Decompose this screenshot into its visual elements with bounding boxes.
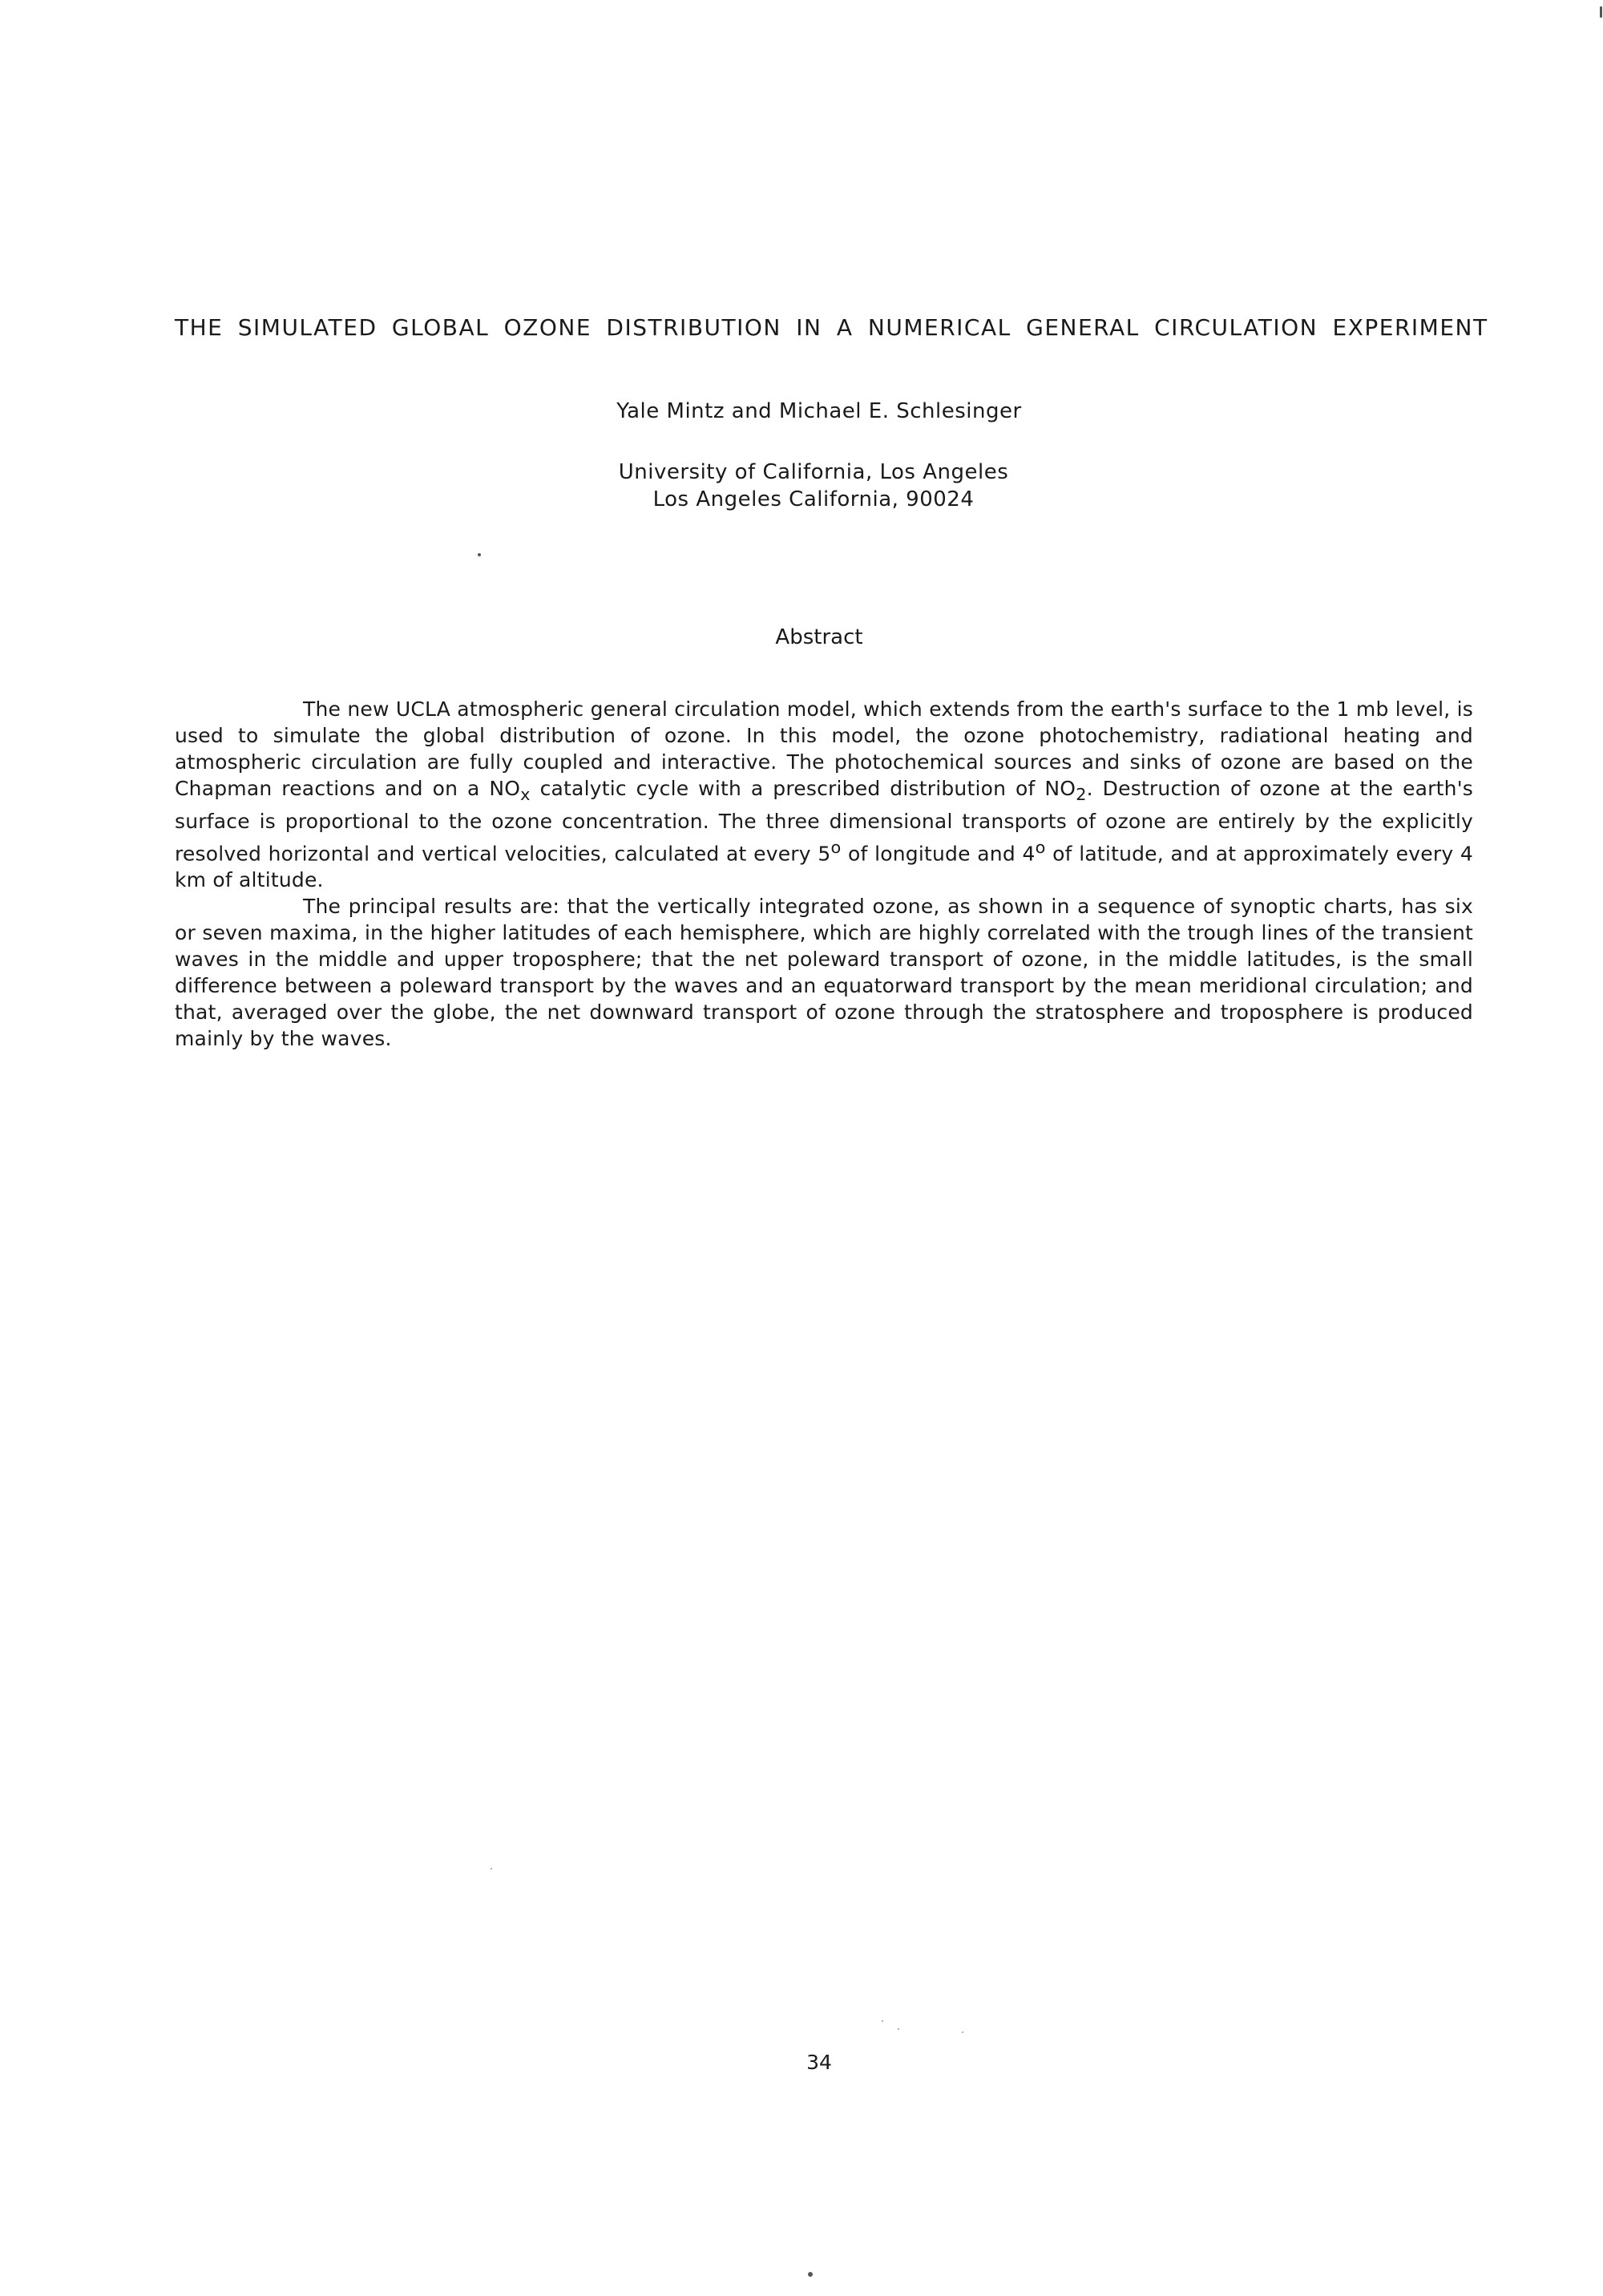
authors: Yale Mintz and Michael E. Schlesinger (616, 399, 1022, 423)
scan-speck (898, 2028, 899, 2030)
abstract-body (175, 696, 1473, 1052)
abstract-p1-degree-2: o (1035, 838, 1046, 857)
page-number: 34 (806, 2051, 832, 2074)
abstract-p1-text-5: of latitude, and at approximately every 4 km of altitude. (175, 842, 1474, 892)
abstract-p1-text-3: . Destruction of ozone at the earth's surface is proportional to the ozone concentration. The three dimensional transports of ozone are entirely by the explicitly resolved horizontal and vertical velocities, calculated at every 5 (175, 777, 1473, 866)
scan-speck (962, 2031, 963, 2033)
abstract-paragraph-2: The principal results are: that the vertically integrated ozone, as shown in a sequence of synoptic charts, has six or seven maxima, in the higher latitudes of each hemisphere, which are highly correlated with the trough lines of the transient waves in the middle and upper troposphere; that the net poleward transport of ozone, in the middle latitudes, is the small difference between a poleward transport by the waves and an equatorward transport by the mean meridional circulation; and that, averaged over the globe, the net downward transport of ozone through the stratosphere and troposphere is produced mainly by the waves. (175, 895, 1473, 1051)
affiliation (0, 459, 1603, 513)
scan-speck (808, 2272, 813, 2277)
abstract-p1-text-4: of longitude and 4 (841, 842, 1036, 866)
affiliation-line-1: University of California, Los Angeles (618, 460, 1009, 484)
scan-speck (882, 2020, 883, 2022)
abstract-p1-text-2: catalytic cycle with a prescribed distribution of NO (530, 777, 1076, 800)
abstract-p1-subscript-x: x (520, 785, 531, 804)
abstract-p1-subscript-2: 2 (1076, 785, 1087, 804)
paper-title: THE SIMULATED GLOBAL OZONE DISTRIBUTION IN A NUMERICAL GENERAL CIRCULATION EXPERIMENT (175, 314, 1488, 341)
abstract-p1-text-1: The new UCLA atmospheric general circulation model, which extends from the earth's surface to the 1 mb level, is used to simulate the global distribution of ozone. In this model, the ozone photochemistry, radiational heating and atmospheric circulation are fully coupled and interactive. The photochemical sources and sinks of ozone are based on the Chapman reactions and on a NO (175, 697, 1473, 800)
abstract-paragraph-1 (175, 696, 1473, 893)
scan-speck (478, 553, 481, 556)
abstract-heading: Abstract (775, 625, 863, 649)
abstract-p1-degree-1: o (830, 838, 842, 857)
affiliation-line-2: Los Angeles California, 90024 (652, 487, 975, 511)
scan-speck (491, 1868, 492, 1870)
scan-speck (1600, 6, 1602, 18)
